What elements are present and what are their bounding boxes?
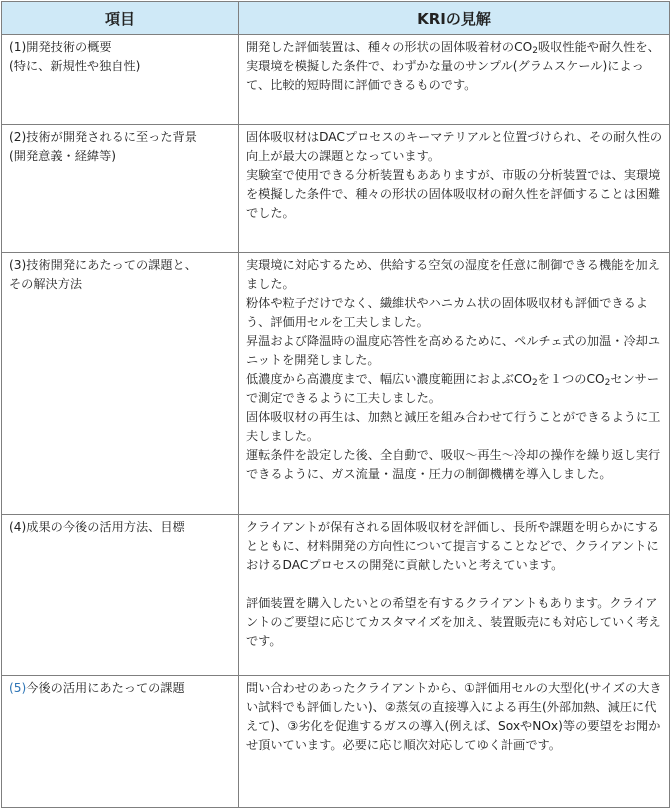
row-2-item-line-1: (2)技術が開発されるに至った背景 <box>9 130 197 144</box>
row-3-paragraph-2: 粉体や粒子だけでなく、繊維状やハニカム状の固体吸収材も評価できるよう、評価用セルを工夫しました。 <box>246 296 648 329</box>
header-kri-view: KRIの見解 <box>239 2 670 35</box>
row-1-paragraph-1-text-b: 吸収性能や耐久性を、実環境を模擬した条件で、わずかな量のサンプル(グラムスケール)によって、比較的短時間に評価できるものです。 <box>246 40 660 92</box>
row-3-paragraph-4 <box>246 370 663 408</box>
row-3-paragraph-4-text-b: を１つのCO <box>537 372 605 386</box>
row-3-paragraph-1: 実環境に対応するため、供給する空気の湿度を任意に制御できる機能を加えました。 <box>246 258 660 291</box>
row-2-item <box>2 125 239 253</box>
row-4-view <box>239 515 670 676</box>
row-1-item-line-2: (特に、新規性や独自性) <box>9 59 141 73</box>
row-3-paragraph-4-subscript-a: 2 <box>531 378 538 388</box>
row-3-item <box>2 253 239 515</box>
row-5-item-line-1 <box>9 679 232 698</box>
row-3-paragraph-4-text-a: 低濃度から高濃度まで、幅広い濃度範囲におよぶCO <box>246 372 532 386</box>
row-2-view <box>239 125 670 253</box>
row-5-paragraph-1: 問い合わせのあったクライアントから、①評価用セルの大型化(サイズの大きい試料でも評価したい)、②蒸気の直接導入による再生(外部加熱、減圧に代えて)、③劣化を促進するガスの導入(例えば、SoxやNOx)等の要望をお聞かせ頂いています。必要に応じ順次対応してゆく計画です。 <box>246 681 662 752</box>
row-4-item <box>2 515 239 676</box>
table-row <box>2 125 670 253</box>
table-row <box>2 253 670 515</box>
row-5-view <box>239 676 670 808</box>
row-3-item-line-2: その解決方法 <box>9 277 83 291</box>
row-1-item <box>2 35 239 125</box>
row-3-view <box>239 253 670 515</box>
row-5-item <box>2 676 239 808</box>
row-2-paragraph-2: 実験室で使用できる分析装置もあありますが、市販の分析装置では、実環境を模擬した条件で、種々の形状の固体吸収材の耐久性を評価することは困難でした。 <box>246 168 661 220</box>
row-1-paragraph-1-subscript: 2 <box>532 46 538 56</box>
table-row <box>2 515 670 676</box>
row-3-paragraph-4-text-c: センサーで測定できるように工夫しました。 <box>246 372 660 405</box>
table-row <box>2 35 670 125</box>
table-row <box>2 676 670 808</box>
row-3-paragraph-5: 固体吸収材の再生は、加熱と減圧を組み合わせて行うことができるように工夫しました。 <box>246 410 661 443</box>
row-1-paragraph-1-text-a: 開発した評価装置は、種々の形状の固体吸着材のCO <box>246 40 533 54</box>
kri-assessment-table <box>1 1 670 808</box>
header-item: 項目 <box>2 2 239 35</box>
row-3-paragraph-3: 昇温および降温時の温度応答性を高めるために、ペルチェ式の加温・冷却ユニットを開発しました。 <box>246 334 661 367</box>
row-3-paragraph-6: 運転条件を設定した後、全自動で、吸収～再生～冷却の操作を繰り返し実行できるように、ガス流量・温度・圧力の制御機構を導入しました。 <box>246 448 661 481</box>
row-3-item-line-1: (3)技術開発にあたっての課題と、 <box>9 258 197 272</box>
row-4-paragraph-1: クライアントが保有される固体吸収材を評価し、長所や課題を明らかにするとともに、材料開発の方向性について提言することなどで、クライアントにおけるDACプロセスの開発に貢献したいと考えています。 <box>246 520 660 572</box>
row-4-paragraph-gap <box>246 575 663 594</box>
row-4-paragraph-2: 評価装置を購入したいとの希望を有するクライアントもあります。クライアントのご要望に応じてカスタマイズを加え、装置販売にも対応していく考えです。 <box>246 596 661 648</box>
row-1-paragraph-1 <box>246 38 663 95</box>
row-4-item-line-1: (4)成果の今後の活用方法、目標 <box>9 520 185 534</box>
row-2-item-line-2: (開発意義・経緯等) <box>9 149 117 163</box>
row-2-paragraph-1: 固体吸収材はDACプロセスのキーマテリアルと位置づけられ、その耐久性の向上が最大の課題となっています。 <box>246 130 663 163</box>
row-1-view <box>239 35 670 125</box>
row-5-item-line-1-text: (5)今後の活用にあたっての課題 <box>9 681 185 695</box>
table-header-row <box>2 2 670 35</box>
row-3-paragraph-4-subscript-b: 2 <box>604 378 611 388</box>
row-1-item-line-1: (1)開発技術の概要 <box>9 40 112 54</box>
